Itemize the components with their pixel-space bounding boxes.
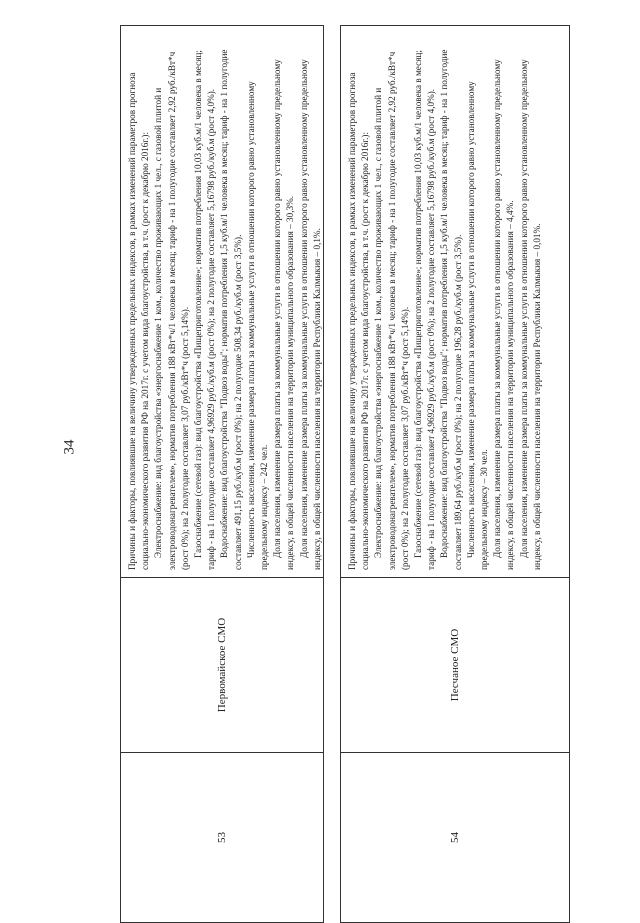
municipality-name: Песчаное СМО [449,628,461,702]
description-paragraph: Доля населения, изменение размера платы за коммунальные услуги в отношении которого равно установленному предельному индексу, в общей численности населения на территории муниципального образования – 4,4%. [492,59,516,570]
description-paragraph: Газоснабжение (сетевой газ): вид благоустройства «Пищеприготовление»; норматив потребления 10,03 куб.м/1 человека в месяц; тариф - на 1 полугодие составляет 4,96929 руб./куб.м (рост 0%); на 2 полугодие составляет 5,16798 руб./куб.м (рост 4,0%). [413,50,437,570]
description-paragraph: Электроснабжение: вид благоустройства «энергоснабжение 1 ком., количество проживающих 1 чел., с газовой плитой и электроводонагревателем», норматив потребления 188 кВт*ч/1 человека в месяц; тариф - на 1 полугодие составляет 2,92 руб./кВт*ч (рост 0%); на 2 полугодие составляет 3,07 руб./кВт*ч (рост 5,14%). [373,51,410,570]
municipality-cell [341,577,569,752]
description-cell [121,26,323,577]
table-row [120,25,324,923]
row-number: 53 [216,832,228,843]
description-paragraph: Причины и факторы, повлиявшие на величину утвержденных предельных индексов, в рамках изменений параметров прогноза социально-экономического развития РФ на 2017г. с учетом вида благоустройства, в т.ч. (рост к декабрю 2016г.): [127,72,151,570]
municipality-name: Первомайское СМО [216,617,228,713]
description-paragraph: Электроснабжение: вид благоустройства «энергоснабжение 1 ком., количество проживающих 1 чел., с газовой плитой и электроводонагревателем», норматив потребления 188 кВт*ч/1 человека в месяц; тариф - на 1 полугодие составляет 2,92 руб./кВт*ч (рост 0%); на 2 полугодие составляет 3,07 руб./кВт*ч (рост 5,14%). [153,51,190,570]
row-number-cell [121,752,323,922]
page-number: 34 [61,439,78,455]
description-paragraph: Численность населения, изменение размера платы за коммунальные услуги в отношении которого равно установленному предельному индексу – 30 чел. [465,81,490,570]
tariff-table [120,25,570,923]
description-paragraph: Доля населения, изменение размера платы за коммунальные услуги в отношении которого равно установленному предельному индексу, в общей численности населения на территории Республики Калмыкия – 0,01%. [518,59,542,570]
description-paragraph: Численность населения, изменение размера платы за коммунальные услуги в отношении которого равно установленному предельному индексу – 242 чел. [245,81,270,570]
description-cell [341,26,569,577]
row-number-cell [341,752,569,922]
municipality-cell [121,577,323,752]
description-paragraph: Водоснабжение: вид благоустройства "Подвоз воды"; норматив потребления 1,5 куб.м/1 человека в месяц; тариф - на 1 полугодие составляет 491,15 руб./куб.м (рост 0%); на 2 полугодие 508,34 руб./куб.м (рост 3,5%). [219,49,243,570]
description-paragraph: Доля населения, изменение размера платы за коммунальные услуги в отношении которого равно установленному предельному индексу, в общей численности населения на территории Республики Калмыкия – 0,1%. [298,59,322,570]
description-paragraph: Причины и факторы, повлиявшие на величину утвержденных предельных индексов, в рамках изменений параметров прогноза социально-экономического развития РФ на 2017г. с учетом вида благоустройства, в т.ч. (рост к декабрю 2016г.): [347,72,371,570]
table-row [340,25,570,923]
row-number: 54 [449,832,461,843]
description-paragraph: Водоснабжение: вид благоустройства "Подвоз воды"; норматив потребления 1,5 куб.м/1 человека в месяц; тариф - на 1 полугодие составляет 189,64 руб./куб.м (рост 0%); на 2 полугодие 196,28 руб./куб.м (рост 3,5%). [439,49,463,570]
description-paragraph: Газоснабжение (сетевой газ): вид благоустройства «Пищеприготовление»; норматив потребления 10,03 куб.м/1 человека в месяц; тариф - на 1 полугодие составляет 4,96929 руб./куб.м (рост 0%); на 2 полугодие составляет 5,16798 руб./куб.м (рост 4,0%). [193,50,217,570]
description-paragraph: Доля населения, изменение размера платы за коммунальные услуги в отношении которого равно установленному предельному индексу, в общей численности населения на территории муниципального образования – 30,3%. [272,59,296,570]
